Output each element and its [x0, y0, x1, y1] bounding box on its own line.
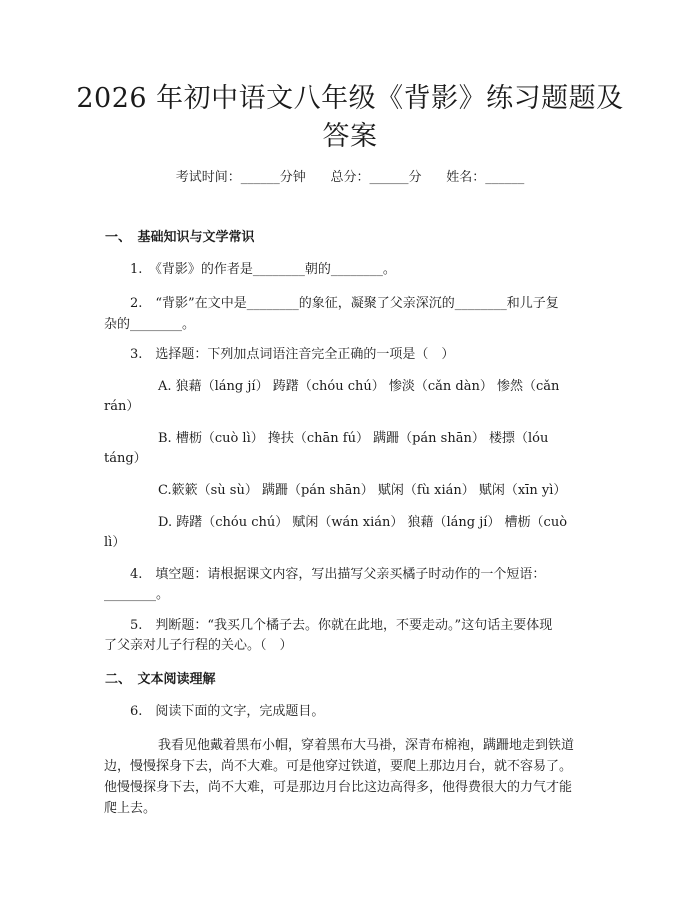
- question-5-line-1: 5. 判断题：“我买几个橘子去。你就在此地，不要走动。”这句话主要体现: [130, 618, 553, 633]
- question-3: 3. 选择题：下列加点词语注音完全正确的一项是（ ）: [130, 347, 455, 362]
- exam-info-line: 考试时间：______分钟 总分：______分 姓名：______: [175, 170, 525, 185]
- option-c: C.簌簌（sù sù） 蹒跚（pán shān） 赋闲（fù xián） 赋闲（xīn yì）: [158, 483, 567, 498]
- question-4-line-2: ________。: [104, 587, 170, 602]
- option-d-line-1: D. 踌躇（chóu chú） 赋闲（wán xián） 狼藉（láng jí） 槽枥（cuò: [158, 515, 568, 530]
- option-b-line-2: táng）: [104, 451, 147, 466]
- passage-line-1: 我看见他戴着黑布小帽，穿着黑布大马褂，深青布棉袍，蹒跚地走到铁道: [158, 738, 575, 753]
- passage-line-3: 他慢慢探身下去，尚不大难，可是那边月台比这边高得多，他得费很大的力气才能: [104, 780, 573, 795]
- question-2-line-2: 杂的________。: [104, 317, 196, 332]
- question-1: 1. 《背影》的作者是________朝的________。: [130, 262, 396, 277]
- question-4-line-1: 4. 填空题：请根据课文内容，写出描写父亲买橘子时动作的一个短语：: [130, 567, 546, 582]
- passage-line-4: 爬上去。: [104, 801, 157, 816]
- title-line-2: 答案: [322, 121, 378, 152]
- option-d-line-2: lì）: [104, 535, 126, 550]
- document-title: [60, 80, 640, 156]
- passage-line-2: 边，慢慢探身下去，尚不大难。可是他穿过铁道，要爬上那边月台，就不容易了。: [104, 759, 573, 774]
- option-b-line-1: B. 槽枥（cuò lì） 搀扶（chān fú） 蹒跚（pán shān） 楼摽（lóu: [158, 431, 549, 446]
- section-heading-basics: 一、 基础知识与文学常识: [105, 230, 255, 245]
- question-5-line-2: 了父亲对儿子行程的关心。（ ）: [104, 638, 293, 653]
- option-a-line-2: rán）: [104, 399, 140, 414]
- title-line-1: 2026 年初中语文八年级《背影》练习题题及: [76, 83, 624, 114]
- question-6: 6. 阅读下面的文字，完成题目。: [130, 704, 325, 719]
- option-a-line-1: A. 狼藉（láng jí） 踌躇（chóu chú） 惨淡（cǎn dàn） 惨然（cǎn: [158, 379, 560, 394]
- question-2-line-1: 2. “背影”在文中是________的象征，凝聚了父亲深沉的________和儿子复: [130, 296, 559, 311]
- section-heading-reading: 二、 文本阅读理解: [105, 672, 216, 687]
